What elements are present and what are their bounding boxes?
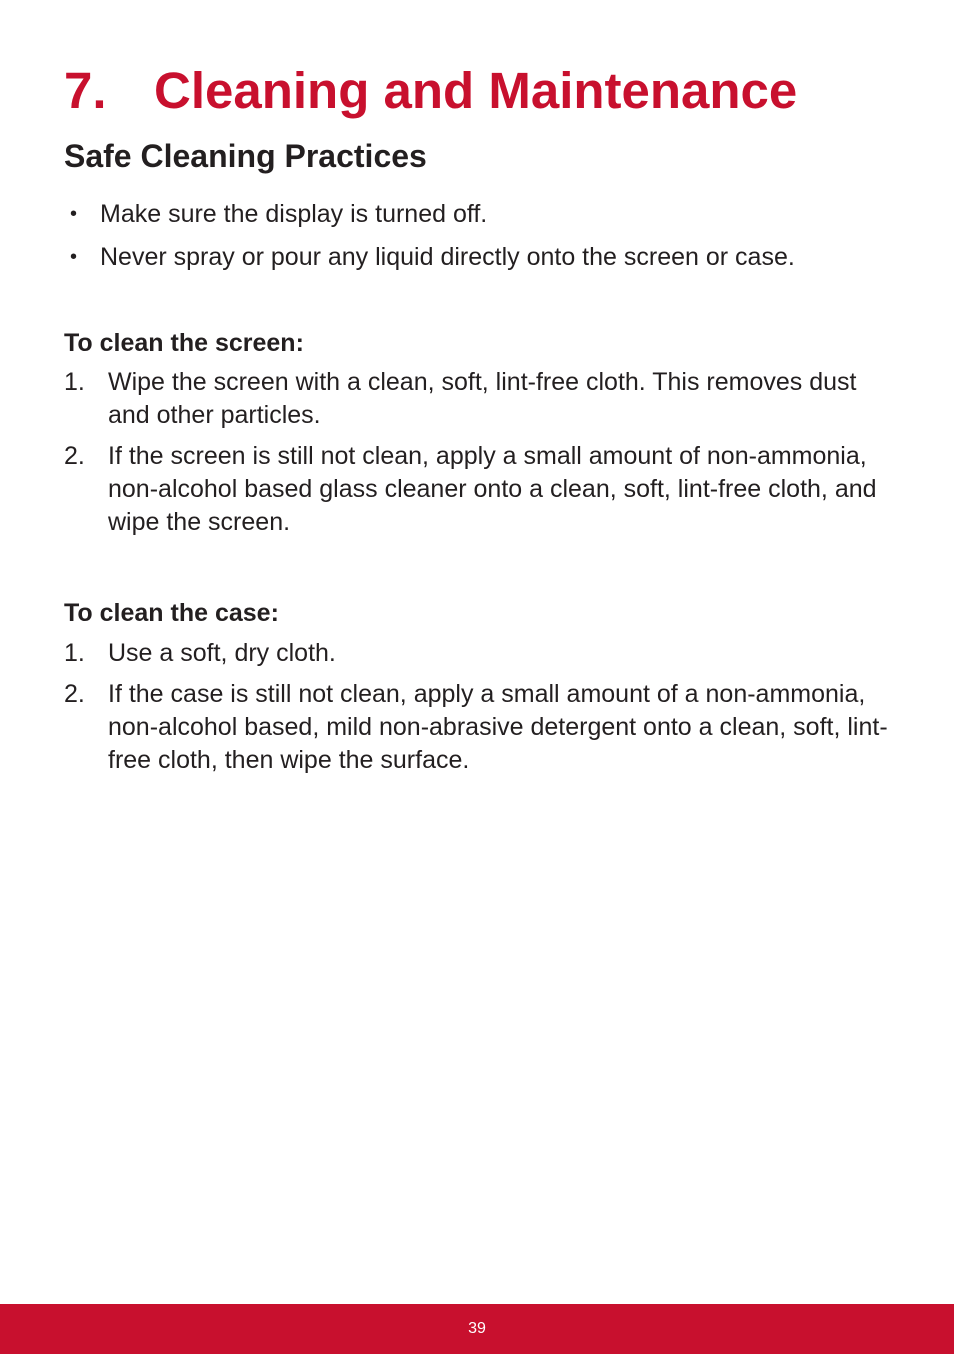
chapter-number: 7.: [64, 62, 107, 119]
step-text: Wipe the screen with a clean, soft, lint-free cloth. This removes dust and other particles.: [108, 368, 857, 429]
bullet-text: Make sure the display is turned off.: [100, 200, 488, 228]
page-number: 39: [468, 1320, 486, 1337]
step-item: [64, 637, 894, 670]
case-cleaning-heading: To clean the case:: [64, 599, 279, 627]
step-number: 2.: [64, 442, 85, 470]
chapter-title: [64, 60, 797, 122]
screen-cleaning-steps: [64, 366, 894, 547]
step-item: [64, 366, 894, 432]
step-item: [64, 678, 894, 777]
bullet-dot: •: [70, 203, 78, 225]
step-number: 1.: [64, 368, 85, 396]
step-item: [64, 440, 894, 539]
safety-bullet-list: [64, 198, 894, 284]
step-number: 2.: [64, 680, 85, 708]
chapter-title-text: Cleaning and Maintenance: [154, 62, 798, 119]
bullet-text: Never spray or pour any liquid directly onto the screen or case.: [100, 243, 795, 271]
screen-cleaning-heading: To clean the screen:: [64, 329, 304, 357]
step-text: Use a soft, dry cloth.: [108, 639, 336, 667]
footer-bar: [0, 1304, 954, 1354]
bullet-dot: •: [70, 246, 78, 268]
step-text: If the case is still not clean, apply a small amount of a non-ammonia, non-alcohol based, mild non-abrasive detergent onto a clean, soft, lint-free cloth, then wipe the surface.: [108, 680, 888, 774]
case-cleaning-steps: [64, 637, 894, 785]
bullet-item: [64, 198, 894, 231]
section-title: Safe Cleaning Practices: [64, 138, 427, 174]
step-number: 1.: [64, 639, 85, 667]
bullet-item: [64, 241, 894, 274]
step-text: If the screen is still not clean, apply a small amount of non-ammonia, non-alcohol based glass cleaner onto a clean, soft, lint-free cloth, and wipe the screen.: [108, 442, 877, 536]
